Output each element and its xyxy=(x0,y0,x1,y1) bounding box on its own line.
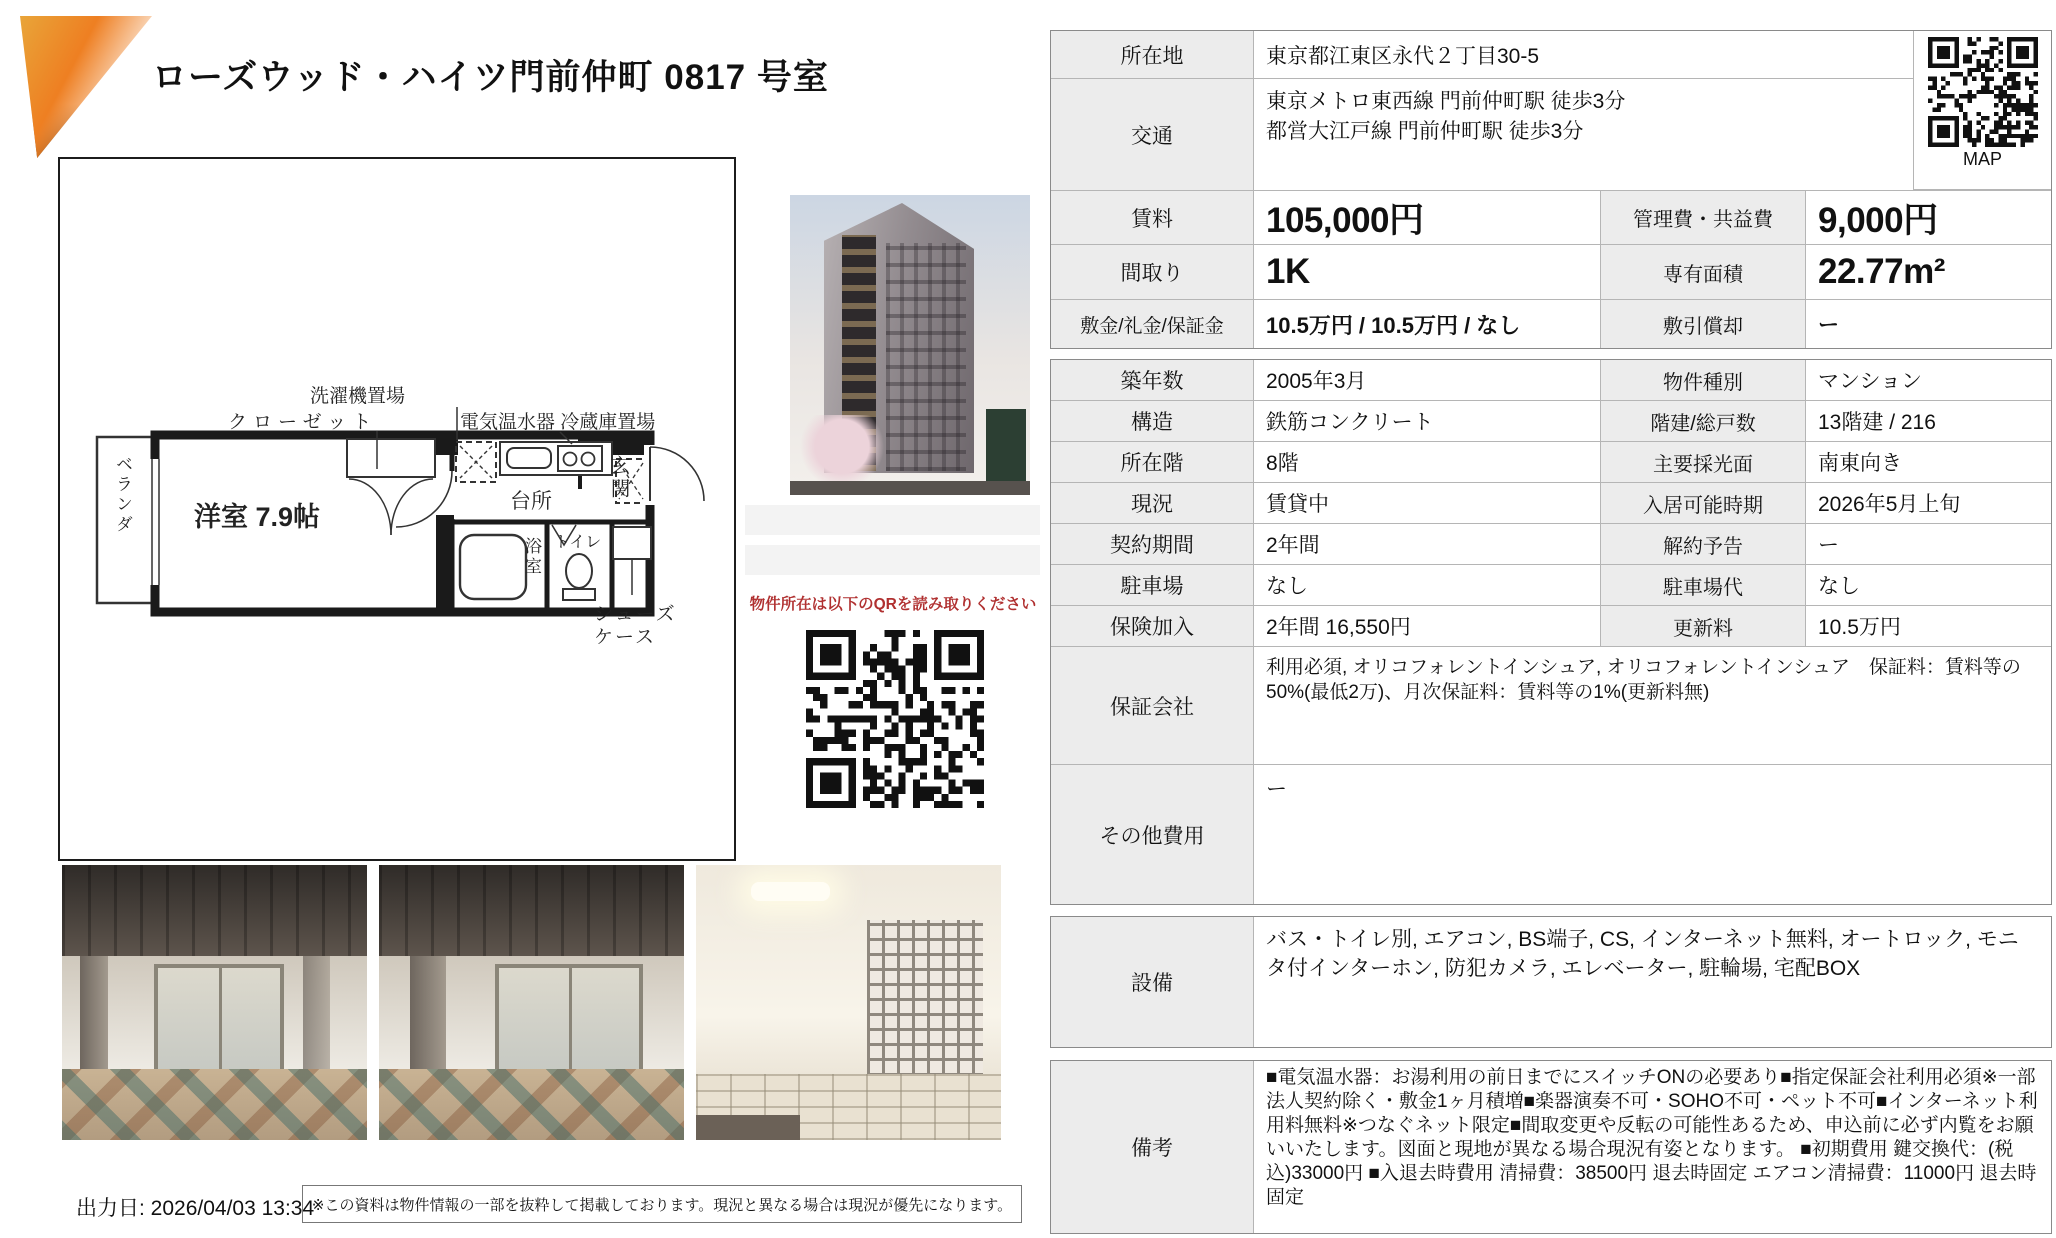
status-label: 現況 xyxy=(1051,483,1254,523)
available-label: 入居可能時期 xyxy=(1601,483,1806,523)
property-table-equipment xyxy=(1050,916,2052,1048)
contract-value: 2年間 xyxy=(1254,524,1601,564)
available-value: 2026年5月上旬 xyxy=(1818,493,1961,516)
renewal-fee-value: 10.5万円 xyxy=(1818,616,1901,639)
rent-label: 賃料 xyxy=(1051,191,1254,244)
layout-label: 間取り xyxy=(1051,245,1254,299)
area-label: 専有面積 xyxy=(1601,245,1806,299)
room-label: 洋室 7.9帖 xyxy=(194,502,321,532)
property-table-main xyxy=(1050,30,2052,349)
disclaimer-box xyxy=(302,1185,1022,1223)
row-built xyxy=(1051,360,2051,401)
map-cell xyxy=(1913,31,2051,190)
area-value: 22.77m² xyxy=(1818,252,1945,291)
row-equipment xyxy=(1051,917,2051,1047)
parking-value: なし xyxy=(1254,565,1601,605)
structure-label: 構造 xyxy=(1051,401,1254,441)
row-layout xyxy=(1051,245,2051,300)
floor-label: 所在階 xyxy=(1051,442,1254,482)
entrance-label: 玄関 xyxy=(607,455,629,501)
cancel-notice-label: 解約予告 xyxy=(1601,524,1806,564)
row-floor xyxy=(1051,442,2051,483)
deposit-label: 敷金/礼金/保証金 xyxy=(1051,300,1254,348)
shoe-case-label-line1: シューズ xyxy=(594,604,677,625)
bath-label: 浴室 xyxy=(522,537,541,577)
photo-placeholder-bar xyxy=(745,505,1040,535)
row-deposit xyxy=(1051,300,2051,348)
insurance-value: 2年間 16,550円 xyxy=(1254,606,1601,646)
transit-line-2: 都営大江戸線 門前仲町駅 徒歩3分 xyxy=(1266,120,1584,143)
row-status xyxy=(1051,483,2051,524)
row-remarks xyxy=(1051,1061,2051,1233)
layout-value: 1K xyxy=(1254,245,1601,299)
disclaimer-text: ※この資料は物件情報の一部を抜粋して掲載しております。現況と異なる場合は現況が優先になります。 xyxy=(311,1196,1013,1214)
row-transit xyxy=(1051,79,1913,190)
contract-label: 契約期間 xyxy=(1051,524,1254,564)
remarks-value: ■電気温水器：お湯利用の前日までにスイッチONの必要あり■指定保証会社利用必須※一部法人契約除く・敷金1ヶ月積増■楽器演奏不可・SOHO不可・ペット不可■インターネット利用料無料※つなぐネット限定■間取変更や反転の可能性あるため、申込前に必ず内覧をお願いいたします。図面と現地が異なる場合現況有姿となります。 ■初期費用 鍵交換代：(税込)33000円 ■入退去時費用 清掃費：38500円 退去時固定 エアコン清掃費：11000円 退去時固定 xyxy=(1266,1067,2038,1208)
amortization-value: ー xyxy=(1818,314,1839,337)
toilet-label: トイレ xyxy=(554,534,602,551)
output-date: 出力日: 2026/04/03 13:34 xyxy=(76,1197,315,1220)
parking-fee-value: なし xyxy=(1818,575,1860,598)
cherry-tree-illustration xyxy=(796,415,888,485)
closet-label: クローゼット xyxy=(228,412,378,433)
floors-units-value: 13階建 / 216 xyxy=(1818,411,1936,434)
transit-label: 交通 xyxy=(1051,79,1254,190)
status-value: 賃貸中 xyxy=(1254,483,1601,523)
renewal-fee-label: 更新料 xyxy=(1601,606,1806,646)
map-qr-code xyxy=(1928,37,2038,147)
shoe-case-label-line2: ケース xyxy=(594,627,657,648)
property-table-remarks xyxy=(1050,1060,2052,1234)
row-contract xyxy=(1051,524,2051,565)
entrance-photo-2 xyxy=(379,865,684,1140)
guarantor-value: 利用必須, オリコフォレントインシュア, オリコフォレントインシュア 保証料：賃料等の50%(最低2万)、月次保証料：賃料等の1%(更新料無) xyxy=(1266,657,2021,703)
qr-notice-text: 物件所在は以下のQRを読み取りください xyxy=(749,596,1037,613)
building-photo xyxy=(790,195,1030,495)
entrance-photo-1 xyxy=(62,865,367,1140)
built-label: 築年数 xyxy=(1051,360,1254,400)
interior-photo xyxy=(696,865,1001,1140)
structure-value: 鉄筋コンクリート xyxy=(1254,401,1601,441)
mgmt-fee-label: 管理費・共益費 xyxy=(1601,191,1806,244)
washer-area-label: 洗濯機置場 xyxy=(310,386,406,407)
water-heater-fridge-label: 電気温水器 冷蔵庫置場 xyxy=(460,412,656,433)
row-guarantor xyxy=(1051,647,2051,765)
location-label: 所在地 xyxy=(1051,31,1254,78)
other-fees-value: ー xyxy=(1266,778,1287,801)
equipment-value: バス・トイレ別, エアコン, BS端子, CS, インターネット無料, オートロック, モニタ付インターホン, 防犯カメラ, エレベーター, 駐輪場, 宅配BOX xyxy=(1266,928,2019,980)
row-rent xyxy=(1051,190,2051,245)
property-type-label: 物件種別 xyxy=(1601,360,1806,400)
location-value: 東京都江東区永代２丁目30-5 xyxy=(1266,44,1540,68)
remarks-label: 備考 xyxy=(1051,1061,1254,1233)
facing-label: 主要採光面 xyxy=(1601,442,1806,482)
property-qr-code xyxy=(806,630,984,808)
row-parking xyxy=(1051,565,2051,606)
parking-label: 駐車場 xyxy=(1051,565,1254,605)
insurance-label: 保険加入 xyxy=(1051,606,1254,646)
kitchen-label: 台所 xyxy=(510,490,552,513)
cancel-notice-value: ー xyxy=(1818,534,1839,557)
floor-plan-panel xyxy=(58,157,736,861)
balcony-label: ベランダ xyxy=(113,455,132,535)
transit-line-1: 東京メトロ東西線 門前仲町駅 徒歩3分 xyxy=(1266,90,1626,113)
deposit-value: 10.5万円 / 10.5万円 / なし xyxy=(1254,300,1601,348)
guarantor-label: 保証会社 xyxy=(1051,647,1254,764)
property-table-details xyxy=(1050,359,2052,905)
parking-fee-label: 駐車場代 xyxy=(1601,565,1806,605)
built-value: 2005年3月 xyxy=(1254,360,1601,400)
property-type-value: マンション xyxy=(1818,370,1923,393)
mgmt-fee-value: 9,000円 xyxy=(1818,200,1938,240)
map-label: MAP xyxy=(1962,149,2002,169)
other-fees-label: その他費用 xyxy=(1051,765,1254,904)
transit-value xyxy=(1254,79,1913,190)
row-other-fees xyxy=(1051,765,2051,904)
equipment-label: 設備 xyxy=(1051,917,1254,1047)
floors-units-label: 階建/総戸数 xyxy=(1601,401,1806,441)
company-logo xyxy=(20,16,152,158)
amortization-label: 敷引償却 xyxy=(1601,300,1806,348)
page-title: ローズウッド・ハイツ門前仲町 0817 号室 xyxy=(152,58,829,97)
rent-value: 105,000円 xyxy=(1254,191,1601,244)
row-insurance xyxy=(1051,606,2051,647)
floor-plan-drawing xyxy=(60,159,734,859)
floor-value: 8階 xyxy=(1254,442,1601,482)
row-structure xyxy=(1051,401,2051,442)
photo-placeholder-bar xyxy=(745,545,1040,575)
facing-value: 南東向き xyxy=(1818,452,1902,475)
row-location xyxy=(1051,31,1913,79)
